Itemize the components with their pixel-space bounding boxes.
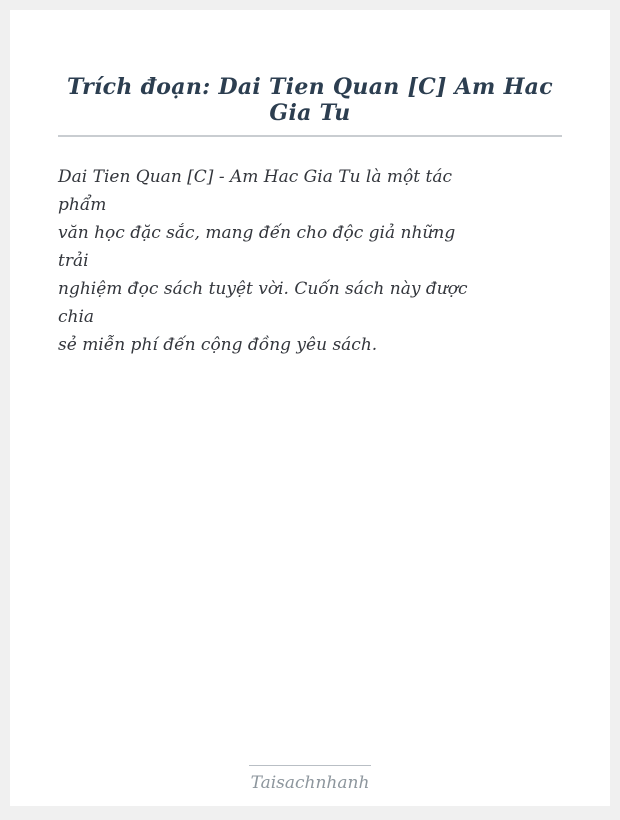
- footer-divider: [249, 765, 371, 766]
- document-page: [10, 10, 610, 806]
- excerpt-line: sẻ miễn phí đến cộng đồng yêu sách.: [58, 335, 378, 355]
- footer-brand: Taisachnhanh: [250, 773, 370, 793]
- excerpt-line: Dai Tien Quan [C] - Am Hac Gia Tu là một tác: [58, 167, 452, 187]
- excerpt-line: chia: [58, 307, 95, 327]
- excerpt-line: nghiệm đọc sách tuyệt vời. Cuốn sách này được: [58, 279, 468, 299]
- footer: [10, 765, 610, 793]
- excerpt-line: phẩm: [58, 195, 107, 215]
- excerpt-text: [58, 163, 562, 359]
- page-title: Trích đoạn: Dai Tien Quan [C] Am Hac Gia Tu: [67, 74, 553, 126]
- excerpt-line: văn học đặc sắc, mang đến cho độc giả những: [58, 223, 456, 243]
- excerpt-line: trải: [58, 251, 89, 271]
- title-divider: [58, 135, 562, 137]
